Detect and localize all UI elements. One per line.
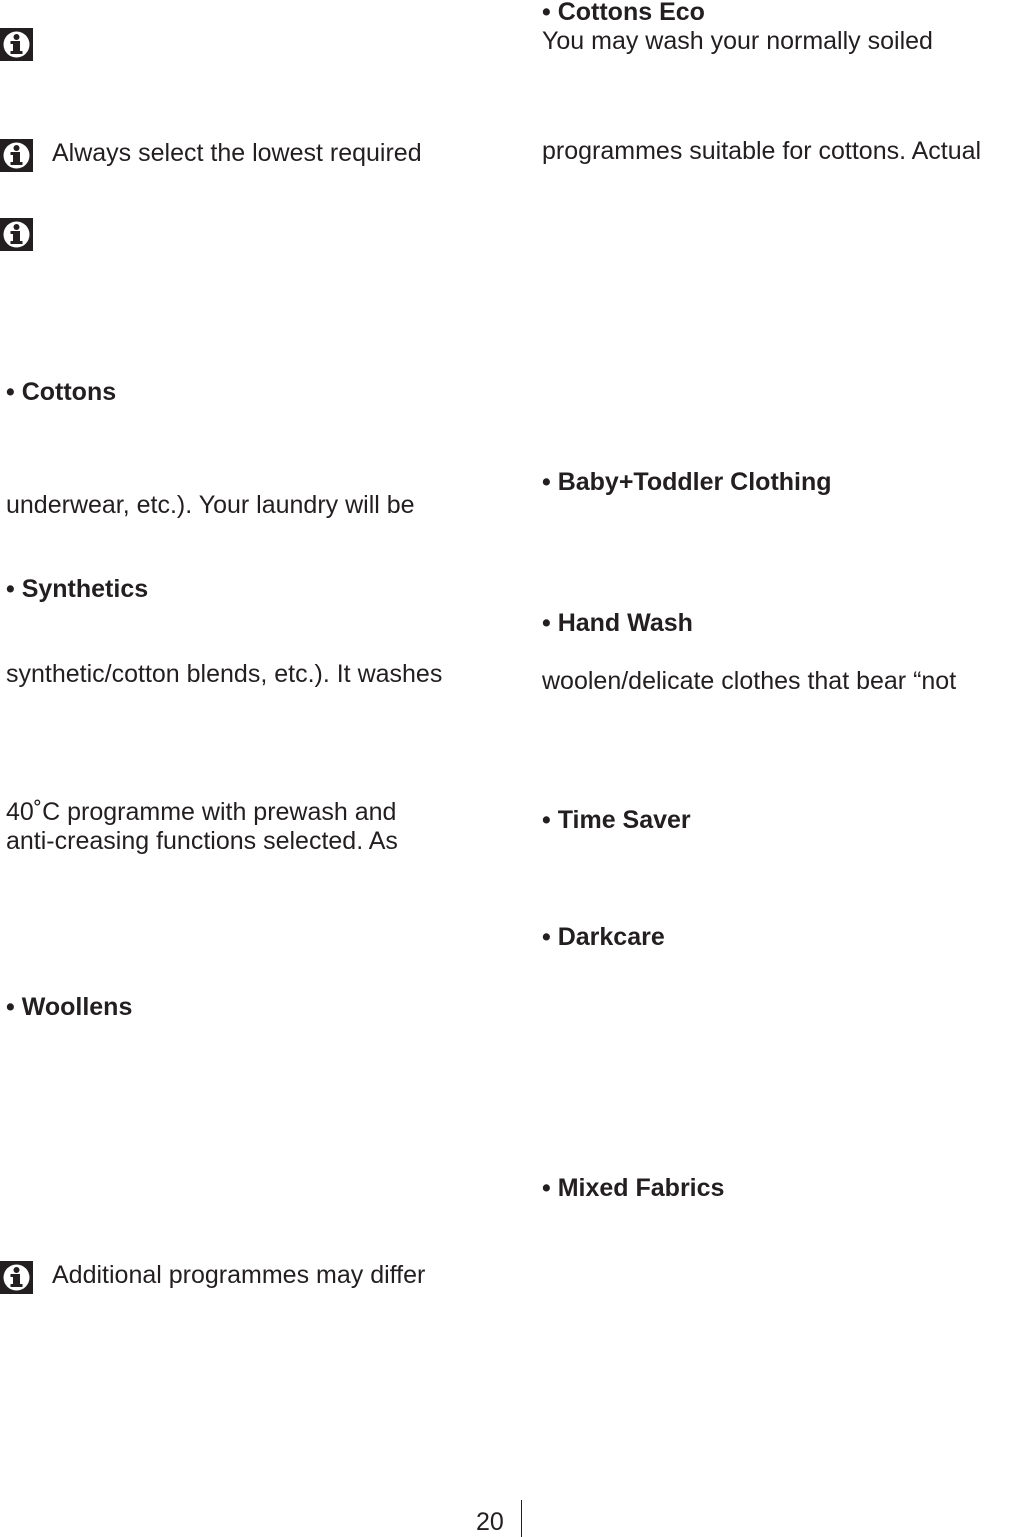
synthetics-text-2: 40˚C programme with prewash and <box>6 798 397 826</box>
info-icon <box>0 28 33 61</box>
cottons-text: underwear, etc.). Your laundry will be <box>6 491 415 519</box>
woollens-heading: • Woollens <box>6 993 133 1021</box>
info-note-lowest-temperature: Always select the lowest required <box>52 139 422 167</box>
baby-toddler-heading: • Baby+Toddler Clothing <box>542 468 832 496</box>
synthetics-text-3: anti-creasing functions selected. As <box>6 827 398 855</box>
info-icon <box>0 1261 33 1294</box>
synthetics-heading: • Synthetics <box>6 575 149 603</box>
info-icon <box>0 218 33 251</box>
synthetics-text: synthetic/cotton blends, etc.). It washes <box>6 660 443 688</box>
cottons-eco-text-2: programmes suitable for cottons. Actual <box>542 137 982 165</box>
cottons-eco-text: You may wash your normally soiled <box>542 27 933 55</box>
time-saver-heading: • Time Saver <box>542 806 691 834</box>
hand-wash-heading: • Hand Wash <box>542 609 693 637</box>
darkcare-heading: • Darkcare <box>542 923 665 951</box>
page-number-divider <box>521 1500 522 1537</box>
info-note-additional-programmes: Additional programmes may differ <box>52 1261 426 1289</box>
info-icon <box>0 139 33 172</box>
cottons-eco-heading: • Cottons Eco <box>542 0 705 26</box>
page-number: 20 <box>476 1508 504 1536</box>
cottons-heading: • Cottons <box>6 378 117 406</box>
mixed-fabrics-heading: • Mixed Fabrics <box>542 1174 725 1202</box>
hand-wash-text: woolen/delicate clothes that bear “not <box>542 667 957 695</box>
